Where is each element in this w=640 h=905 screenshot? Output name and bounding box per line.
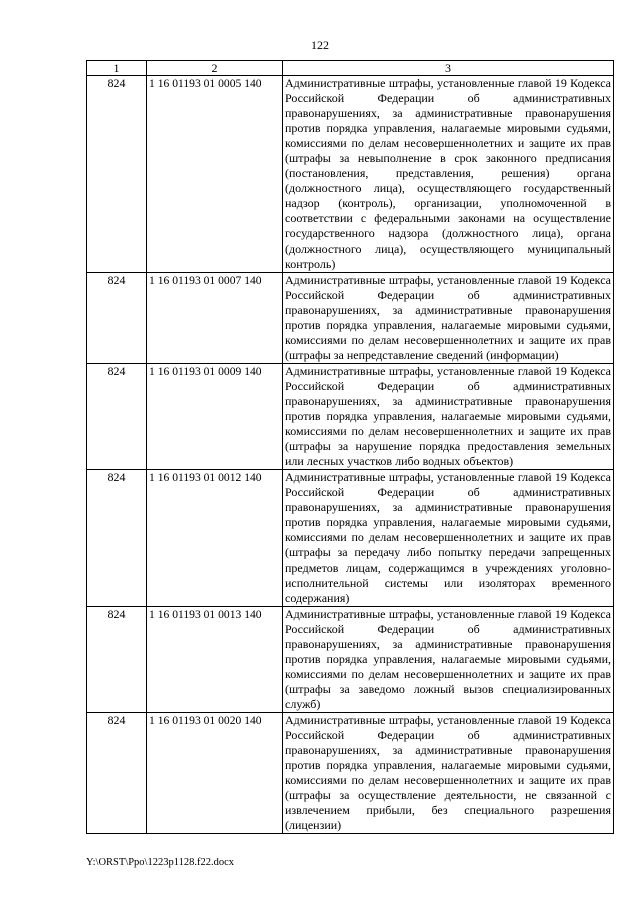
header-cell-2: 2 bbox=[147, 61, 283, 76]
budget-code-cell: 1 16 01193 01 0020 140 bbox=[147, 712, 283, 833]
table-row bbox=[87, 712, 614, 833]
budget-code-cell: 1 16 01193 01 0005 140 bbox=[147, 76, 283, 273]
budget-code-cell: 1 16 01193 01 0012 140 bbox=[147, 470, 283, 606]
header-cell-3: 3 bbox=[283, 61, 614, 76]
table-row bbox=[87, 470, 614, 606]
budget-code-cell: 1 16 01193 01 0009 140 bbox=[147, 363, 283, 469]
budget-code-table bbox=[86, 60, 614, 834]
admin-code-cell: 824 bbox=[87, 76, 147, 273]
description-cell: Административные штрафы, установленные главой 19 Кодекса Российской Федерации об административных правонарушениях, за административные правонарушения против порядка управления, налагаемые мировыми судьями, комиссиями по делам несовершеннолетних и защите их прав (штрафы за нарушение порядка предоставления земельных или лесных участков либо водных объектов) bbox=[283, 363, 614, 469]
admin-code-cell: 824 bbox=[87, 363, 147, 469]
file-path-footer: Y:\ORST\Ppo\1223p1128.f22.docx bbox=[86, 857, 234, 868]
table-row bbox=[87, 606, 614, 712]
description-cell: Административные штрафы, установленные главой 19 Кодекса Российской Федерации об административных правонарушениях, за административные правонарушения против порядка управления, налагаемые мировыми судьями, комиссиями по делам несовершеннолетних и защите их прав (штрафы за заведомо ложный вызов специализированных служб) bbox=[283, 606, 614, 712]
table-row bbox=[87, 272, 614, 363]
budget-code-cell: 1 16 01193 01 0007 140 bbox=[147, 272, 283, 363]
description-cell: Административные штрафы, установленные главой 19 Кодекса Российской Федерации об административных правонарушениях, за административные правонарушения против порядка управления, налагаемые мировыми судьями, комиссиями по делам несовершеннолетних и защите их прав (штрафы за осуществление деятельности, не связанной с извлечением прибыли, без специального разрешения (лицензии) bbox=[283, 712, 614, 833]
admin-code-cell: 824 bbox=[87, 470, 147, 606]
admin-code-cell: 824 bbox=[87, 606, 147, 712]
description-cell: Административные штрафы, установленные главой 19 Кодекса Российской Федерации об административных правонарушениях, за административные правонарушения против порядка управления, налагаемые мировыми судьями, комиссиями по делам несовершеннолетних и защите их прав (штрафы за передачу либо попытку передачи запрещенных предметов лицам, содержащимся в учреждениях уголовно-исполнительной системы или изоляторах временного содержания) bbox=[283, 470, 614, 606]
budget-code-cell: 1 16 01193 01 0013 140 bbox=[147, 606, 283, 712]
table-row bbox=[87, 76, 614, 273]
admin-code-cell: 824 bbox=[87, 712, 147, 833]
description-cell: Административные штрафы, установленные главой 19 Кодекса Российской Федерации об административных правонарушениях, за административные правонарушения против порядка управления, налагаемые мировыми судьями, комиссиями по делам несовершеннолетних и защите их прав (штрафы за непредставление сведений (информации) bbox=[283, 272, 614, 363]
table-header-row bbox=[87, 61, 614, 76]
admin-code-cell: 824 bbox=[87, 272, 147, 363]
table-row bbox=[87, 363, 614, 469]
description-cell: Административные штрафы, установленные главой 19 Кодекса Российской Федерации об административных правонарушениях, за административные правонарушения против порядка управления, налагаемые мировыми судьями, комиссиями по делам несовершеннолетних и защите их прав (штрафы за невыполнение в срок законного предписания (постановления, представления, решения) органа (должностного лица), осуществляющего государственный надзор (контроль), организации, уполномоченной в соответствии с федеральными законами на осуществление государственного надзора (должностного лица), органа (должностного лица), осуществляющего муниципальный контроль) bbox=[283, 76, 614, 273]
header-cell-1: 1 bbox=[87, 61, 147, 76]
page-number: 122 bbox=[311, 38, 329, 52]
